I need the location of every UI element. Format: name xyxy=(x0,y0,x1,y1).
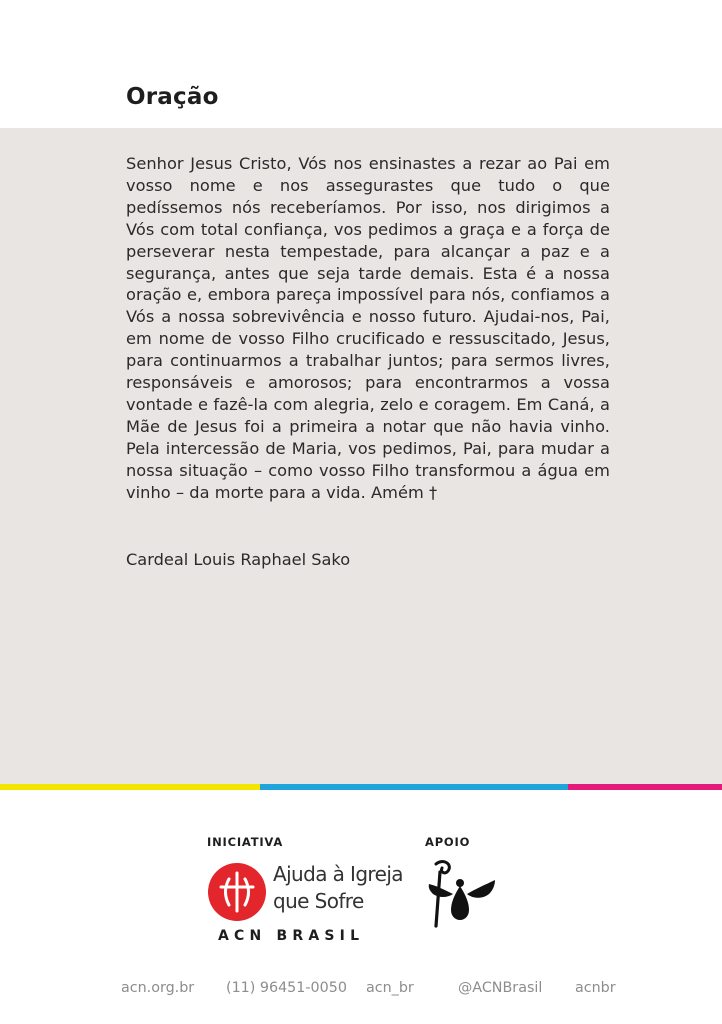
footer-twitter-handle[interactable]: acn_br xyxy=(366,980,414,996)
iniciativa-label: INICIATIVA xyxy=(207,835,284,849)
acn-name-line1: Ajuda à Igreja xyxy=(273,862,403,886)
footer-facebook-handle[interactable]: @ACNBrasil xyxy=(458,980,543,996)
color-bar-cyan xyxy=(260,784,568,790)
acn-name-line2: que Sofre xyxy=(273,889,364,913)
acn-name xyxy=(273,861,403,915)
footer-youtube-handle[interactable]: acnbr xyxy=(575,980,616,996)
acn-cross-logo-icon xyxy=(207,862,267,922)
apoio-label: APOIO xyxy=(425,835,471,849)
acn-brasil-wordmark: ACN BRASIL xyxy=(218,928,365,944)
color-bar-yellow xyxy=(0,784,260,790)
footer-site-link[interactable]: acn.org.br xyxy=(121,980,195,996)
page-title: Oração xyxy=(126,84,219,110)
color-bar-magenta xyxy=(568,784,722,790)
dove-staff-logo-icon xyxy=(423,858,497,930)
prayer-author: Cardeal Louis Raphael Sako xyxy=(126,550,351,569)
prayer-text: Senhor Jesus Cristo, Vós nos ensinastes a rezar ao Pai em vosso nome e nos assegurastes que tudo o que pedíssemos nós receberíamos. Por isso, nos dirigimos a Vós com total confiança, vos pedimos a graça e a força de perseverar nesta tempestade, para alcançar a paz e a segurança, antes que seja tarde demais. Esta é a nossa oração e, embora pareça impossível para nós, confiamos a Vós a nossa sobrevivência e nosso futuro. Ajudai-nos, Pai, em nome de vosso Filho crucificado e ressuscitado, Jesus, para continuarmos a trabalhar juntos; para sermos livres, responsáveis e amorosos; para encontrarmos a vossa vontade e fazê-la com alegria, zelo e coragem. Em Caná, a Mãe de Jesus foi a primeira a notar que não havia vinho. Pela intercessão de Maria, vos pedimos, Pai, para mudar a nossa situação – como vosso Filho transformou a água em vinho – da morte para a vida. Amém † xyxy=(126,154,610,502)
footer-phone: (11) 96451-0050 xyxy=(226,980,347,996)
